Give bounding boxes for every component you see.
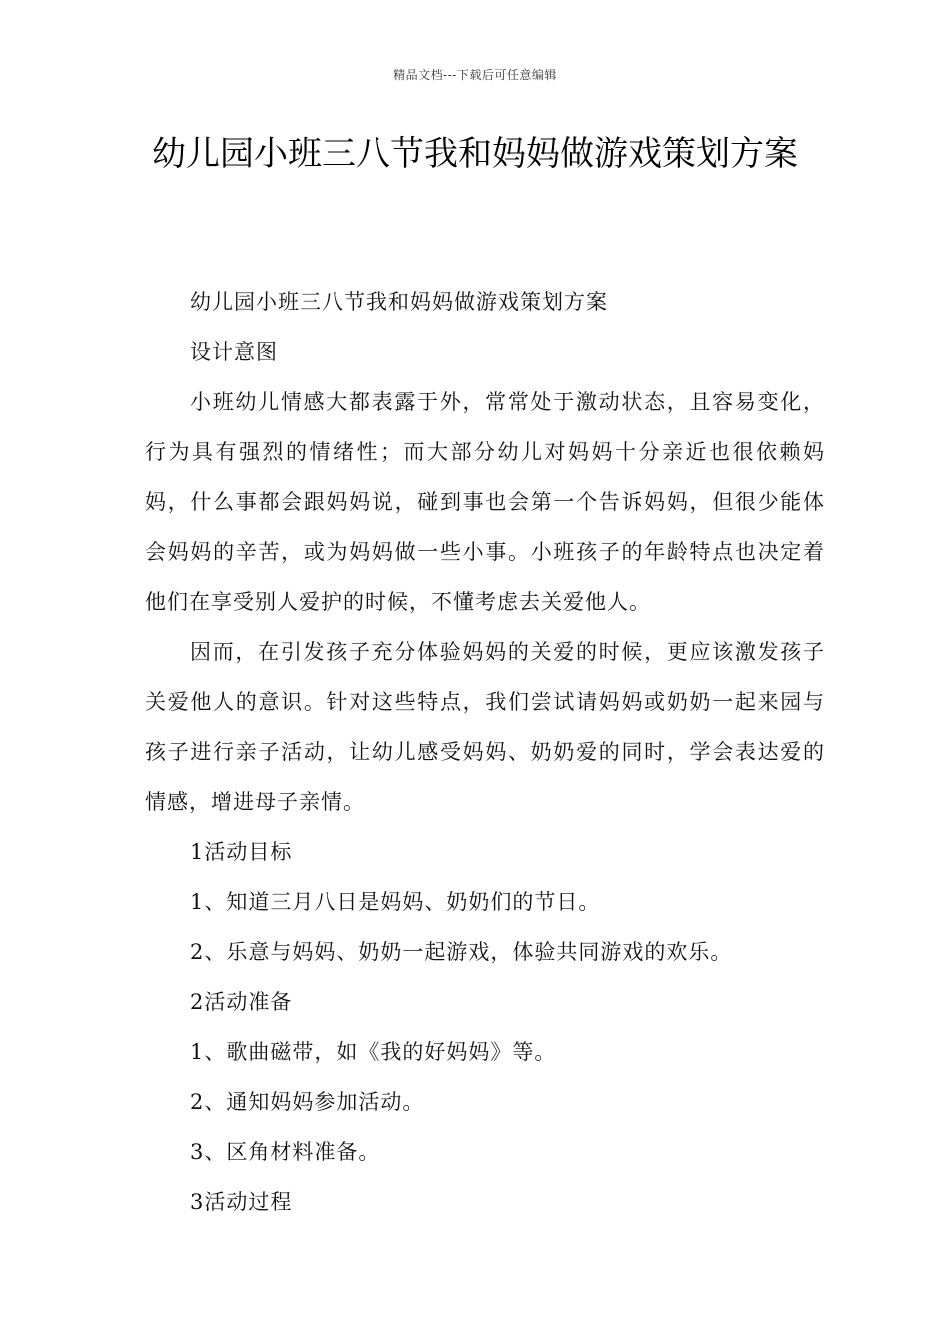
section-heading: 1活动目标 bbox=[190, 840, 293, 864]
list-item: 2、通知妈妈参加活动。 bbox=[190, 1090, 425, 1114]
section-heading: 2活动准备 bbox=[190, 990, 293, 1014]
list-item: 3、区角材料准备。 bbox=[190, 1140, 381, 1164]
body-paragraph: 小班幼儿情感大都表露于外，常常处于激动状态，且容易变化，行为具有强烈的情绪性；而大部分幼儿对妈妈十分亲近也很依赖妈妈，什么事都会跟妈妈说，碰到事也会第一个告诉妈妈，但很少能体会妈妈的辛苦，或为妈妈做一些小事。小班孩子的年龄特点也决定着他们在享受别人爱护的时候，不懂考虑去关爱他人。 bbox=[145, 390, 825, 614]
document-body bbox=[145, 277, 825, 1227]
body-paragraph: 因而，在引发孩子充分体验妈妈的关爱的时候，更应该激发孩子关爱他人的意识。针对这些特点，我们尝试请妈妈或奶奶一起来园与孩子进行亲子活动，让幼儿感受妈妈、奶奶爱的同时，学会表达爱的情感，增进母子亲情。 bbox=[145, 640, 825, 814]
list-item: 1、歌曲磁带，如《我的好妈妈》等。 bbox=[190, 1040, 557, 1064]
page-header-note: 精品文档---下载后可任意编辑 bbox=[393, 68, 557, 82]
list-item: 1、知道三月八日是妈妈、奶奶们的节日。 bbox=[190, 890, 601, 914]
list-item: 2、乐意与妈妈、奶奶一起游戏，体验共同游戏的欢乐。 bbox=[190, 940, 733, 964]
section-heading: 设计意图 bbox=[190, 340, 278, 364]
document-title: 幼儿园小班三八节我和妈妈做游戏策划方案 bbox=[152, 134, 798, 174]
body-paragraph: 幼儿园小班三八节我和妈妈做游戏策划方案 bbox=[190, 290, 608, 314]
section-heading: 3活动过程 bbox=[190, 1190, 293, 1214]
